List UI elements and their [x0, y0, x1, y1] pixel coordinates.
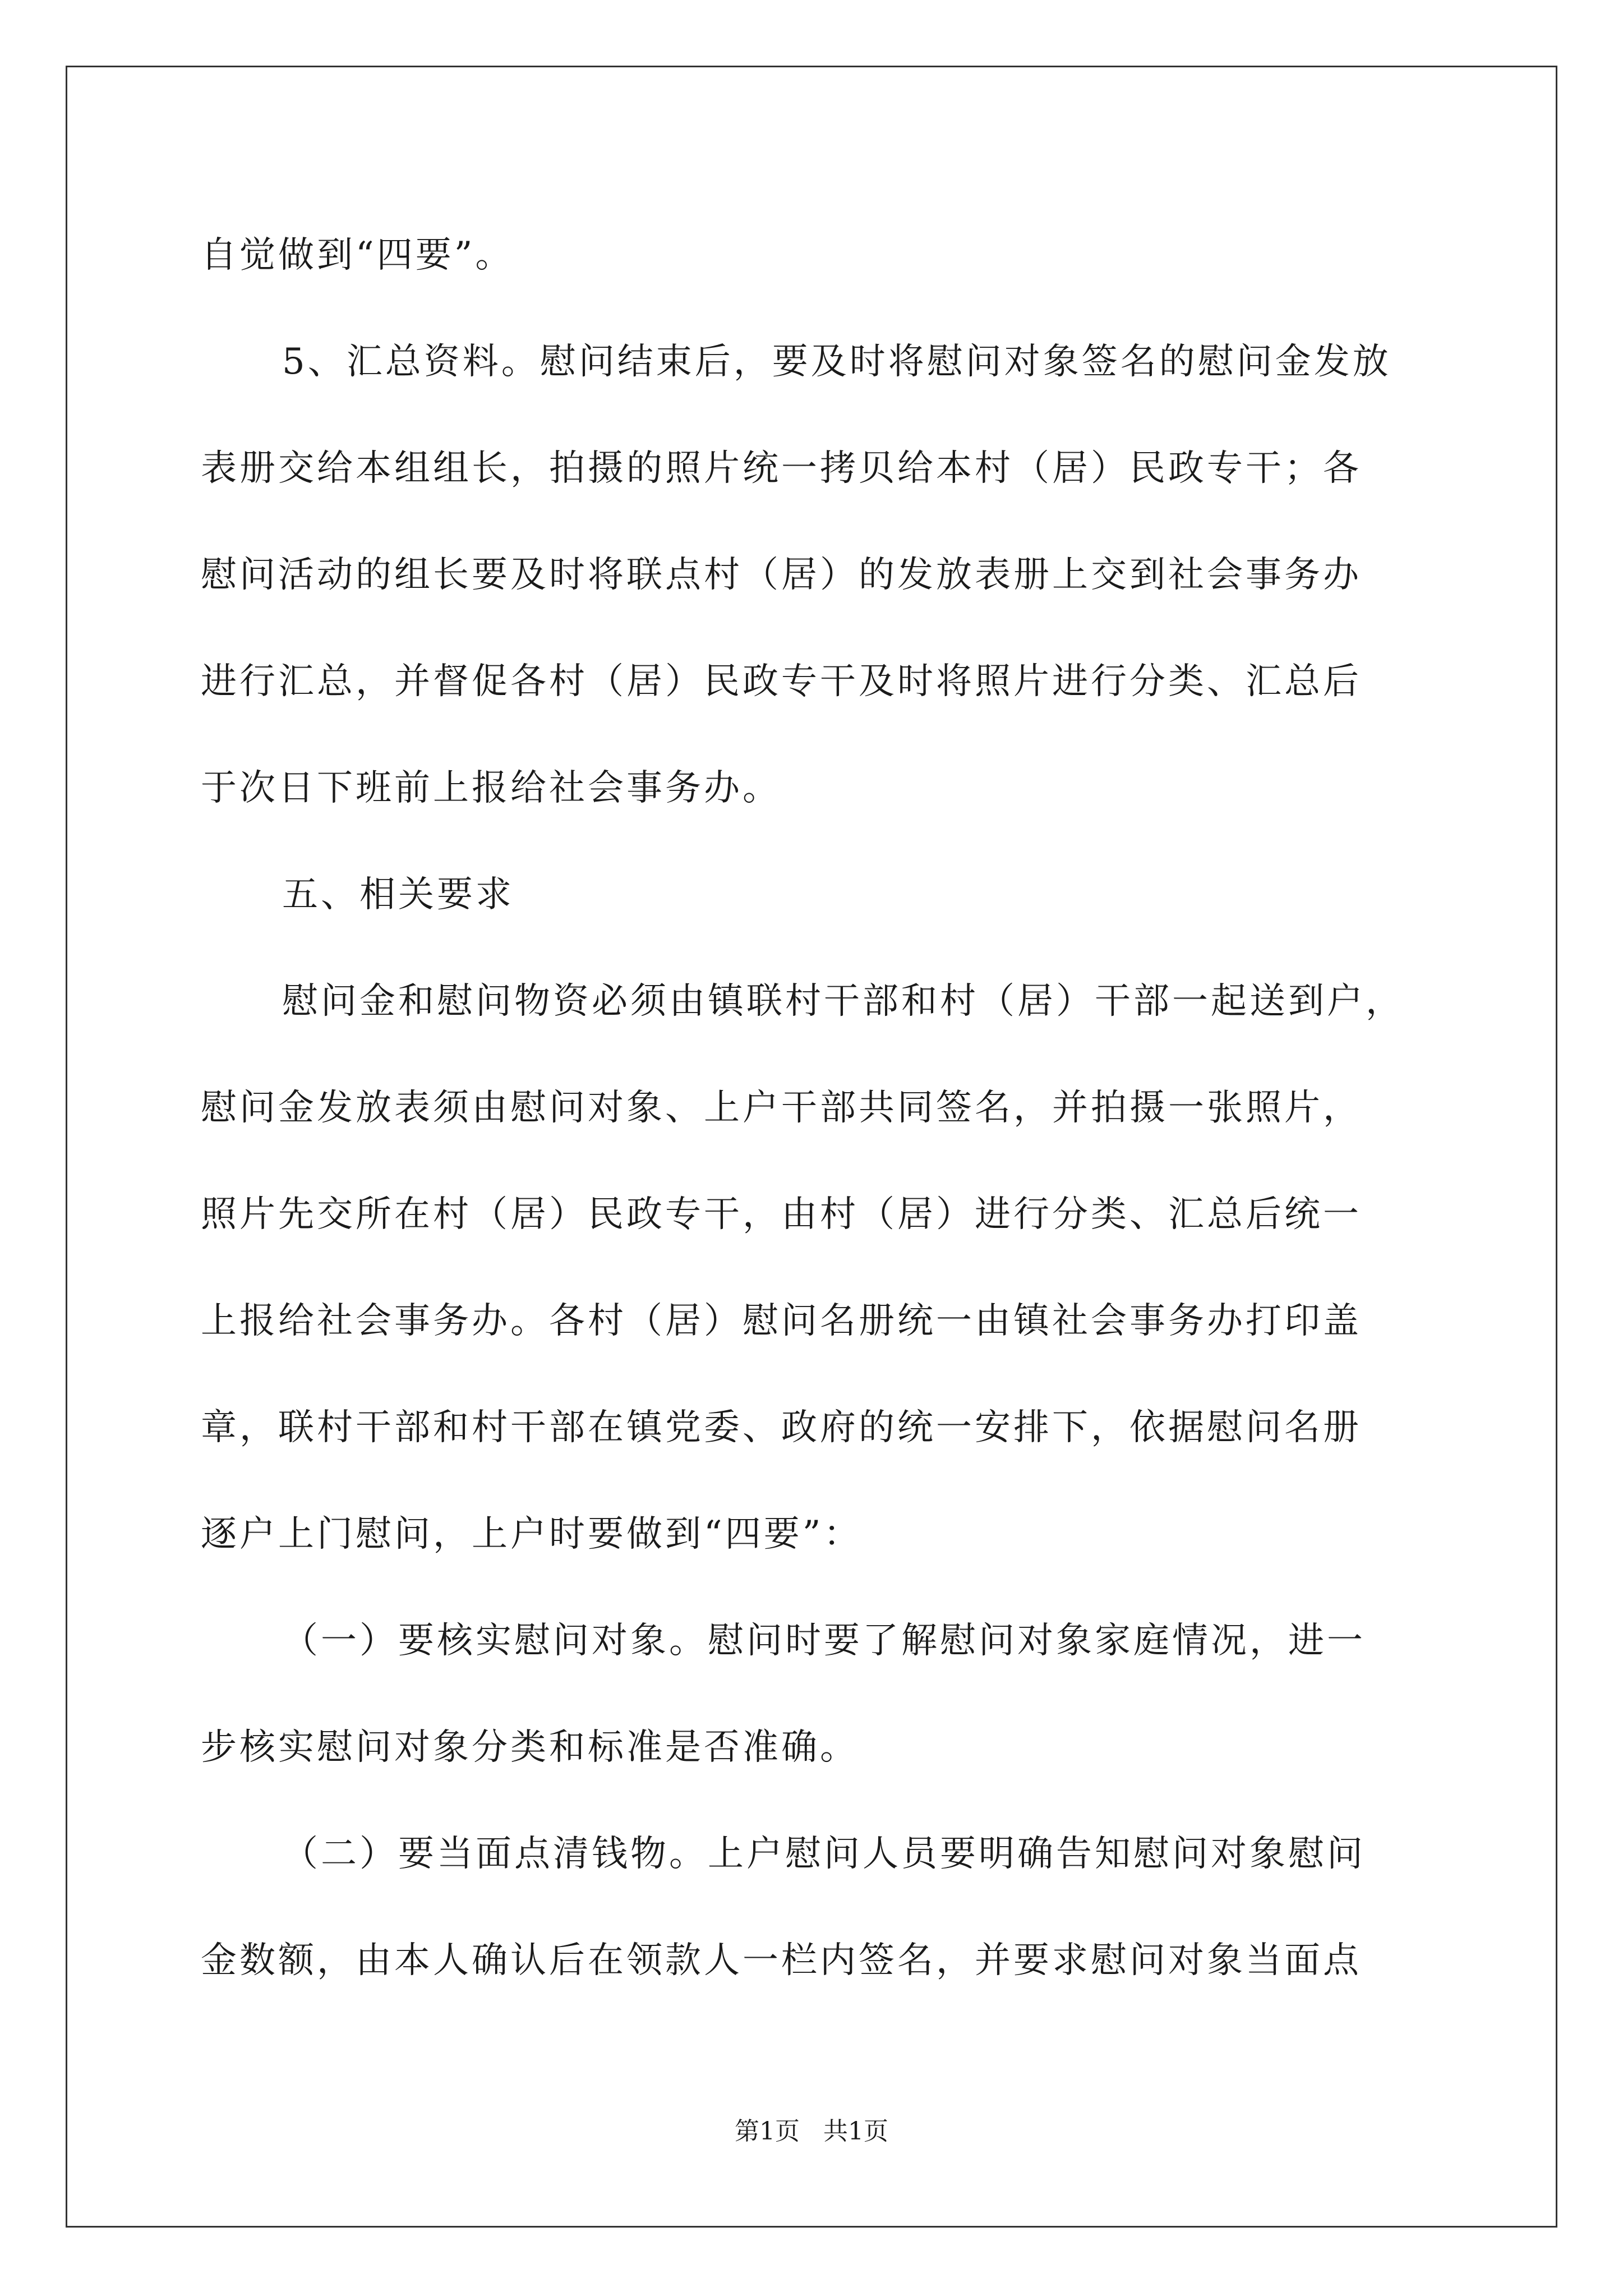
text-line: 表册交给本组组长，拍摄的照片统一拷贝给本村（居）民政专干；各	[201, 448, 1362, 489]
text-line: 5、汇总资料。慰问结束后，要及时将慰问对象签名的慰问金发放	[282, 341, 1391, 383]
text-line: 进行汇总，并督促各村（居）民政专干及时将照片进行分类、汇总后	[201, 661, 1362, 702]
text-line: 照片先交所在村（居）民政专干，由村（居）进行分类、汇总后统一	[201, 1194, 1362, 1235]
text-line: 慰问活动的组长要及时将联点村（居）的发放表册上交到社会事务办	[201, 554, 1362, 596]
text-line: 逐户上门慰问，上户时要做到“四要”：	[201, 1513, 863, 1555]
text-line: 章，联村干部和村干部在镇党委、政府的统一安排下，依据慰问名册	[201, 1407, 1362, 1448]
text-line: 上报给社会事务办。各村（居）慰问名册统一由镇社会事务办打印盖	[201, 1300, 1362, 1342]
text-line: （二）要当面点清钱物。上户慰问人员要明确告知慰问对象慰问	[282, 1833, 1366, 1875]
text-line: （一）要核实慰问对象。慰问时要了解慰问对象家庭情况，进一	[282, 1620, 1366, 1662]
document-body	[201, 202, 1429, 2014]
text-line: 步核实慰问对象分类和标准是否准确。	[201, 1727, 859, 1768]
text-line: 自觉做到“四要”。	[201, 234, 514, 276]
page-number: 第1页 共1页	[735, 2117, 888, 2146]
section-heading: 五、相关要求	[282, 874, 514, 915]
text-line: 慰问金发放表须由慰问对象、上户干部共同签名，并拍摄一张照片，	[201, 1087, 1362, 1129]
text-line: 金数额，由本人确认后在领款人一栏内签名，并要求慰问对象当面点	[201, 1940, 1362, 1981]
text-line: 慰问金和慰问物资必须由镇联村干部和村（居）干部一起送到户，	[282, 981, 1404, 1022]
text-line: 于次日下班前上报给社会事务办。	[201, 767, 781, 809]
